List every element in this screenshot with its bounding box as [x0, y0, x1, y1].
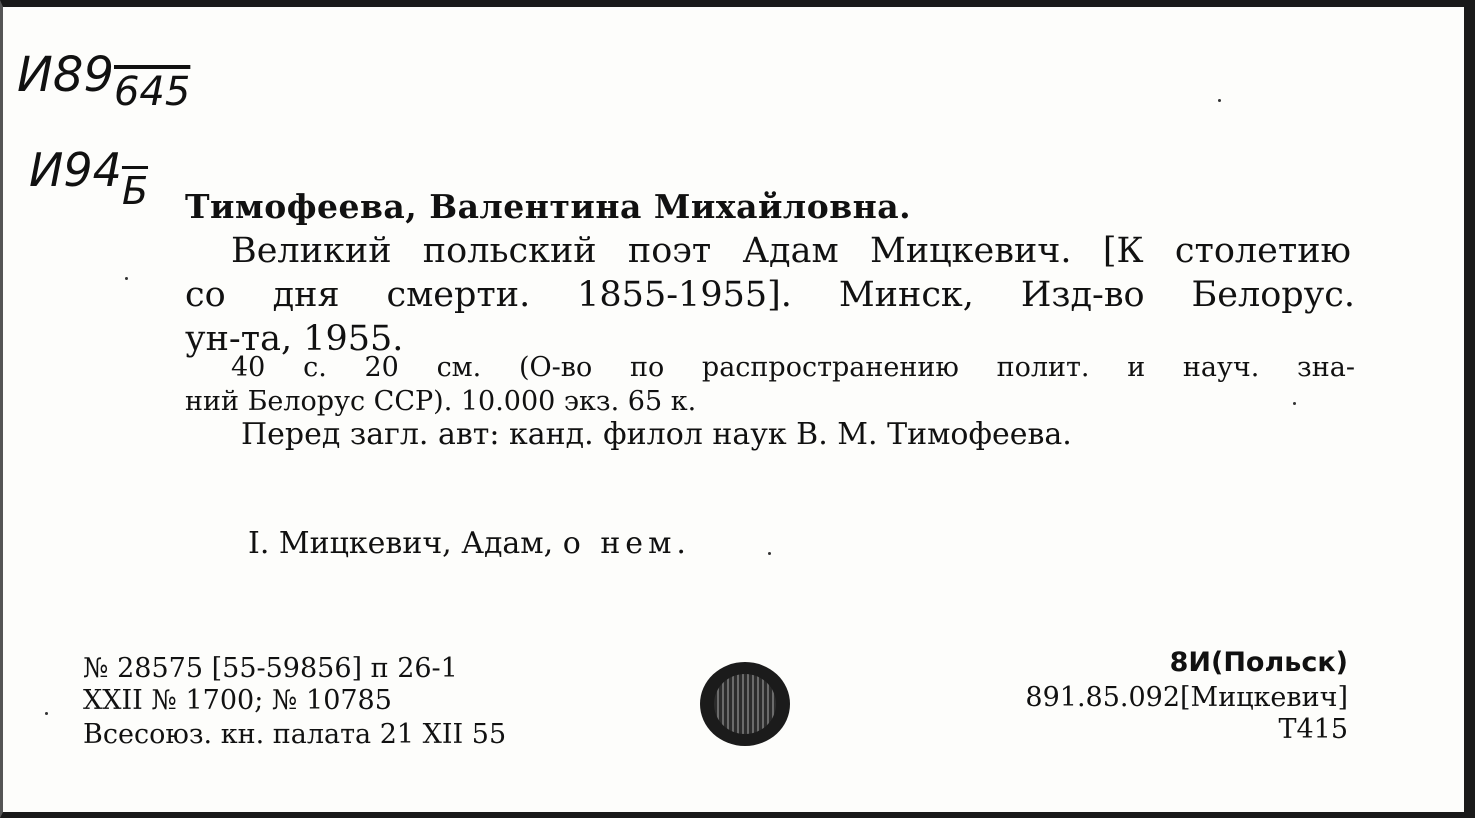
handwritten-shelfmark-1-main: И89 — [17, 47, 114, 103]
speck-1 — [1218, 99, 1221, 102]
imprint-line-2: XXII № 1700; № 10785 — [83, 685, 392, 716]
speck-4 — [768, 552, 771, 555]
author-heading: Тимофеева, Валентина Михайловна. — [185, 187, 912, 226]
subject-heading-prefix: I. Мицкевич, Адам, — [248, 526, 554, 561]
handwritten-shelfmark-2-sub: Б — [121, 169, 149, 213]
speck-5 — [45, 712, 48, 715]
handwritten-shelfmark-2 — [29, 143, 149, 213]
imprint-line-1: № 28575 [55-59856] п 26-1 — [83, 653, 458, 684]
subject-heading — [248, 526, 691, 561]
card-punch-hole — [700, 662, 790, 746]
description-line-1: 40 с. 20 см. (О-во по распространению полит. и науч. зна- — [231, 352, 1355, 383]
speck-2 — [125, 277, 128, 280]
handwritten-shelfmark-2-main: И94 — [29, 143, 122, 197]
handwritten-shelfmark-1 — [17, 47, 191, 115]
title-line-1: Великий польский поэт Адам Мицкевич. [К столетию — [231, 231, 1351, 271]
speck-3 — [1293, 402, 1296, 405]
title-line-3: ун-та, 1955. — [185, 319, 404, 359]
title-line-2: со дня смерти. 1855-1955]. Минск, Изд-во Белорус. — [185, 275, 1355, 315]
author-note: Перед загл. авт: канд. филол наук В. М. Тимофеева. — [241, 417, 1072, 452]
classification-line-3: Т415 — [1278, 714, 1348, 745]
classification-line-2: 891.85.092[Мицкевич] — [1025, 682, 1348, 713]
subject-heading-spaced: о нем. — [562, 526, 691, 561]
description-line-2: ний Белорус ССР). 10.000 экз. 65 к. — [185, 386, 697, 417]
imprint-line-3: Всесоюз. кн. палата 21 XII 55 — [83, 719, 507, 750]
handwritten-shelfmark-1-sub: 645 — [113, 69, 191, 115]
classification-line-1: 8И(Польск) — [1169, 647, 1348, 678]
